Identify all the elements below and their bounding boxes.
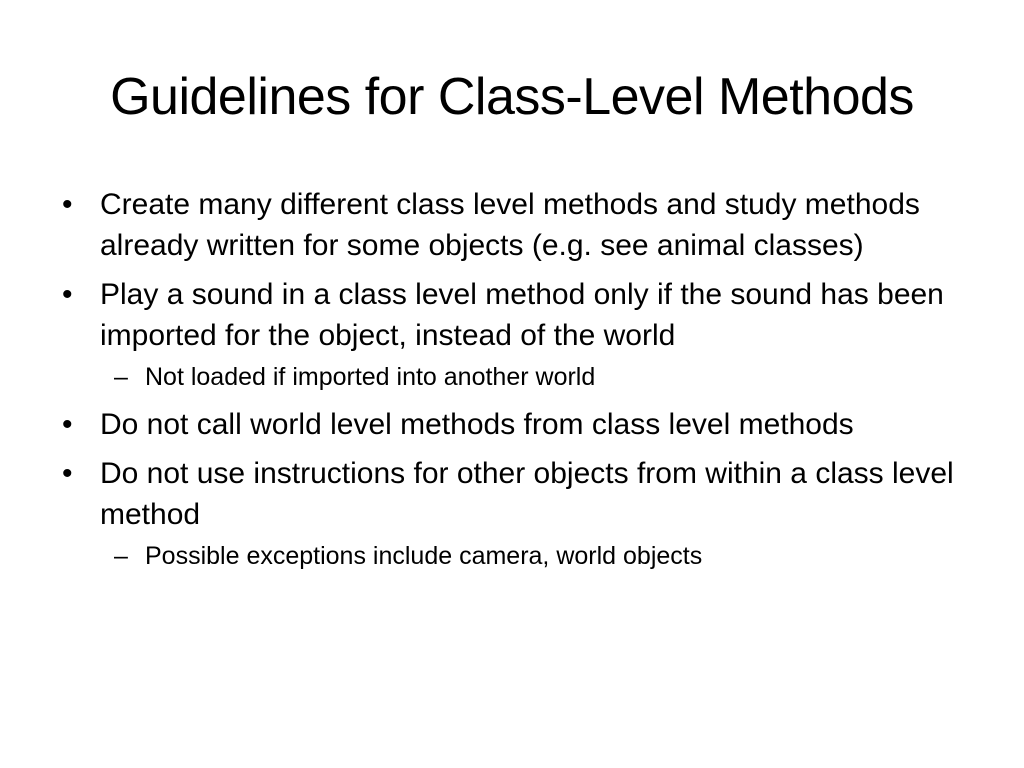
- bullet-marker: •: [62, 457, 73, 490]
- sub-bullet-item: [58, 360, 988, 394]
- bullet-marker: •: [62, 408, 73, 441]
- sub-bullet-text: Possible exceptions include camera, world objects: [145, 542, 703, 570]
- bullet-marker: •: [62, 278, 73, 311]
- slide-title: Guidelines for Class-Level Methods: [110, 68, 914, 126]
- bullet-marker: •: [62, 188, 73, 221]
- bullet-item: [58, 453, 988, 535]
- bullet-list: [58, 184, 988, 583]
- sub-bullet-item: [58, 539, 988, 573]
- bullet-text: Do not use instructions for other objects from within a class level method: [100, 457, 954, 531]
- bullet-text: Play a sound in a class level method only if the sound has been imported for the object, instead of the world: [100, 278, 944, 352]
- bullet-item: [58, 274, 988, 356]
- bullet-text: Create many different class level methods and study methods already written for some objects (e.g. see animal classes): [100, 188, 920, 262]
- sub-bullet-text: Not loaded if imported into another world: [145, 363, 596, 391]
- bullet-item: [58, 404, 988, 445]
- sub-bullet-marker: –: [114, 542, 128, 570]
- bullet-text: Do not call world level methods from class level methods: [100, 408, 854, 441]
- sub-bullet-marker: –: [114, 363, 128, 391]
- bullet-item: [58, 184, 988, 266]
